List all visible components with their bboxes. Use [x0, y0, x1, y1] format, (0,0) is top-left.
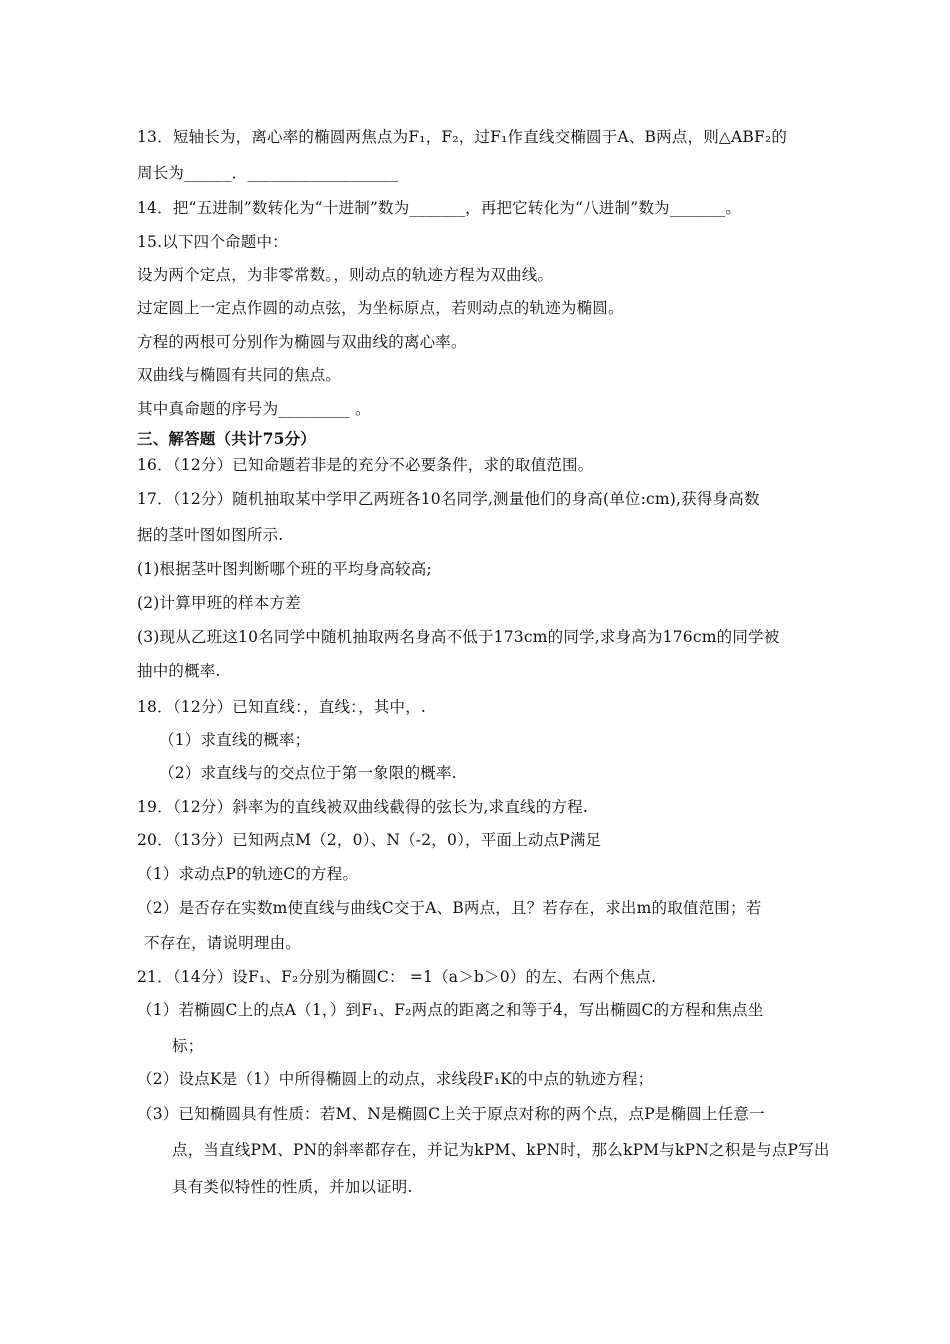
question-21-part-2: （2）设点K是（1）中所得椭圆上的动点，求线段F₁K的中点的轨迹方程；	[137, 1070, 654, 1088]
question-17-line-1: 17．（12分）随机抽取某中学甲乙两班各10名同学,测量他们的身高(单位:cm),获得身高数	[137, 490, 760, 508]
question-18: 18．（12分）已知直线：，直线：，其中，.	[137, 698, 427, 716]
question-15-stem: 15.以下四个命题中：	[137, 233, 288, 251]
question-20: 20．（13分）已知两点M（2，0）、N（-2，0），平面上动点P满足	[137, 831, 602, 849]
question-21-part-1-line-2: 标；	[172, 1037, 204, 1055]
question-15-prop-2: 过定圆上一定点作圆的动点弦，为坐标原点，若则动点的轨迹为椭圆。	[137, 299, 624, 317]
question-18-part-1: （1）求直线的概率；	[159, 731, 311, 749]
section-3-heading: 三、解答题（共计75分）	[137, 429, 316, 448]
question-13-line-1: 13．短轴长为，离心率的椭圆两焦点为F₁，F₂，过F₁作直线交椭圆于A、B两点，则△ABF₂的	[137, 128, 788, 146]
question-21: 21．（14分）设F₁、F₂分别为椭圆C： =1（a＞b＞0）的左、右两个焦点.	[137, 968, 657, 986]
question-19: 19．（12分）斜率为的直线被双曲线截得的弦长为,求直线的方程.	[137, 798, 588, 816]
question-15-prop-3: 方程的两根可分别作为椭圆与双曲线的离心率。	[137, 333, 467, 351]
question-16: 16．（12分）已知命题若非是的充分不必要条件，求的取值范围。	[137, 456, 594, 474]
question-15-prop-4: 双曲线与椭圆有共同的焦点。	[137, 366, 342, 384]
question-14: 14．把“五进制”数转化为“十进制”数为_______，再把它转化为“八进制”数为_______。	[137, 199, 742, 217]
question-13-line-2: 周长为______．___________________	[137, 164, 399, 182]
question-15-prop-1: 设为两个定点，为非零常数。，则动点的轨迹方程为双曲线。	[137, 266, 554, 284]
question-20-part-2-line-1: （2）是否存在实数m使直线与曲线C交于A、B两点，且？若存在，求出m的取值范围；若	[137, 899, 762, 917]
question-17-line-2: 据的茎叶图如图所示.	[137, 526, 284, 544]
question-21-part-1-line-1: （1）若椭圆C上的点A（1，）到F₁、F₂两点的距离之和等于4，写出椭圆C的方程和焦点坐	[137, 1001, 764, 1019]
question-17-part-1: (1)根据茎叶图判断哪个班的平均身高较高;	[137, 560, 432, 578]
question-15-answer: 其中真命题的序号为_________ 。	[137, 400, 371, 418]
question-17-part-2: (2)计算甲班的样本方差	[137, 594, 301, 612]
question-18-part-2: （2）求直线与的交点位于第一象限的概率.	[159, 764, 457, 782]
question-17-part-3-line-2: 抽中的概率.	[137, 662, 221, 680]
question-21-part-3-line-3: 具有类似特性的性质，并加以证明.	[172, 1178, 413, 1196]
question-20-part-2-line-2: 不存在，请说明理由。	[144, 934, 302, 952]
question-20-part-1: （1）求动点P的轨迹C的方程。	[137, 865, 359, 883]
question-21-part-3-line-1: （3）已知椭圆具有性质：若M、N是椭圆C上关于原点对称的两个点，点P是椭圆上任意一	[137, 1105, 765, 1123]
question-21-part-3-line-2: 点，当直线PM、PN的斜率都存在，并记为kPM、kPN时，那么kPM与kPN之积是与点P写出	[172, 1141, 830, 1159]
question-17-part-3-line-1: (3)现从乙班这10名同学中随机抽取两名身高不低于173cm的同学,求身高为176cm的同学被	[137, 628, 780, 646]
